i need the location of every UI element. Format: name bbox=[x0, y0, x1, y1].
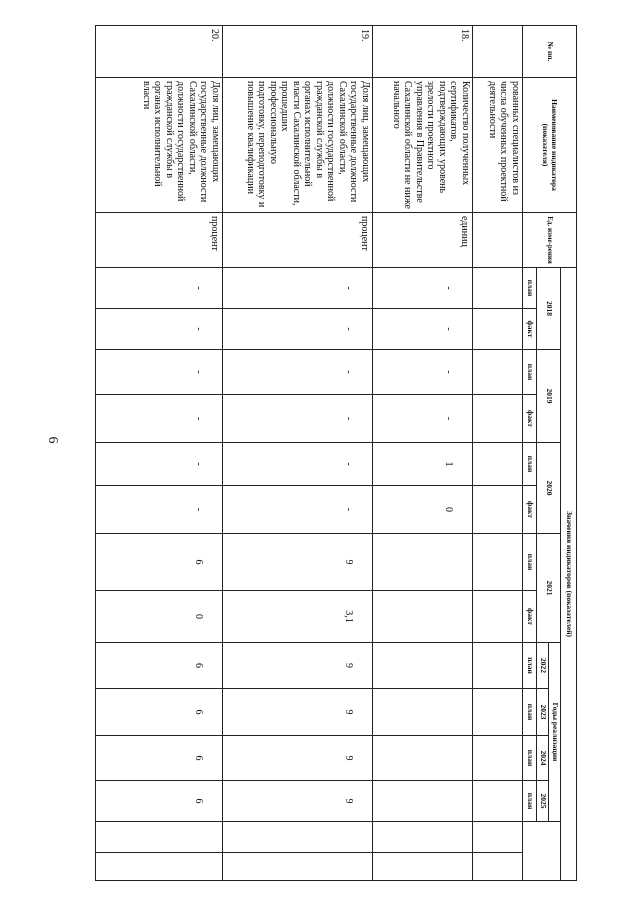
row-number: 19. bbox=[223, 26, 373, 78]
value-cell: 1 bbox=[373, 443, 473, 486]
header-year-2019: 2019 bbox=[537, 350, 561, 443]
header-year-2021: 2021 bbox=[537, 534, 561, 643]
value-cell bbox=[96, 822, 223, 853]
value-cell bbox=[96, 853, 223, 881]
indicator-name: рованных специалистов из числа обученных проектной деятельности bbox=[473, 78, 523, 213]
value-cell: - bbox=[96, 268, 223, 309]
value-cell: 6 bbox=[96, 736, 223, 781]
header-year-2018: 2018 bbox=[537, 268, 561, 350]
header-plan: план bbox=[523, 350, 537, 395]
value-cell: - bbox=[96, 350, 223, 395]
value-cell: - bbox=[373, 309, 473, 350]
indicator-name: Количество полученных сертификатов, подтверждающих уровень зрелости проектного управления в Правительстве Сахалинской области не ниже начального bbox=[373, 78, 473, 213]
value-cell: 9 bbox=[223, 689, 373, 736]
indicators-table bbox=[95, 25, 577, 881]
value-cell: 9 bbox=[223, 736, 373, 781]
value-cell bbox=[473, 443, 523, 486]
value-cell: - bbox=[373, 268, 473, 309]
value-cell: 6 bbox=[96, 643, 223, 689]
value-cell bbox=[473, 268, 523, 309]
value-cell bbox=[473, 591, 523, 643]
value-cell: - bbox=[373, 350, 473, 395]
table-row bbox=[373, 26, 473, 881]
indicator-name: Доля лиц, замещающих государственные должности Сахалинской области, должности государственной гражданской службы в органах исполнительной власти Сахалинской области, прошедших профессиональную подготовку, переподготовку и повышение квалификации bbox=[223, 78, 373, 213]
value-cell bbox=[373, 591, 473, 643]
header-year-2020: 2020 bbox=[537, 443, 561, 534]
value-cell bbox=[373, 781, 473, 822]
value-cell bbox=[373, 853, 473, 881]
header-plan: план bbox=[523, 781, 537, 822]
unit-of-measure: единиц bbox=[373, 213, 473, 268]
value-cell bbox=[473, 534, 523, 591]
value-cell bbox=[223, 853, 373, 881]
value-cell: 6 bbox=[96, 689, 223, 736]
rotated-table-container bbox=[95, 25, 577, 821]
header-fact: факт bbox=[523, 486, 537, 534]
header-name: Наименование индикатора (показателя) bbox=[523, 78, 577, 213]
header-plan: план bbox=[523, 643, 537, 689]
header-fact: факт bbox=[523, 309, 537, 350]
value-cell: 9 bbox=[223, 643, 373, 689]
value-cell bbox=[473, 350, 523, 395]
header-blank bbox=[523, 822, 561, 881]
value-cell bbox=[373, 822, 473, 853]
value-cell bbox=[473, 309, 523, 350]
value-cell: - bbox=[96, 309, 223, 350]
indicator-name: Доля лиц, замещающих государственные должности Сахалинской области, должности государственной гражданской службы в органах исполнительной власти bbox=[96, 78, 223, 213]
unit-of-measure: процент bbox=[96, 213, 223, 268]
value-cell: 0 bbox=[373, 486, 473, 534]
header-plan: план bbox=[523, 268, 537, 309]
page-number: 6 bbox=[45, 436, 60, 444]
value-cell bbox=[473, 486, 523, 534]
header-year-2025: 2025 bbox=[537, 781, 549, 822]
value-cell bbox=[473, 822, 523, 853]
value-cell: 9 bbox=[223, 534, 373, 591]
value-cell: - bbox=[96, 486, 223, 534]
header-plan: план bbox=[523, 689, 537, 736]
unit-of-measure bbox=[473, 213, 523, 268]
value-cell bbox=[373, 534, 473, 591]
value-cell: - bbox=[96, 395, 223, 443]
table-row bbox=[223, 26, 373, 881]
value-cell: - bbox=[223, 486, 373, 534]
value-cell: - bbox=[96, 443, 223, 486]
value-cell bbox=[373, 643, 473, 689]
value-cell bbox=[473, 853, 523, 881]
header-fact: факт bbox=[523, 591, 537, 643]
header-year-2022: 2022 bbox=[537, 643, 549, 689]
value-cell bbox=[473, 781, 523, 822]
value-cell bbox=[473, 643, 523, 689]
value-cell: - bbox=[223, 268, 373, 309]
table-row bbox=[473, 26, 523, 881]
header-plan: план bbox=[523, 443, 537, 486]
value-cell: - bbox=[223, 309, 373, 350]
header-num: № пп. bbox=[523, 26, 577, 78]
value-cell: 0 bbox=[96, 591, 223, 643]
value-cell bbox=[373, 689, 473, 736]
value-cell: 6 bbox=[96, 534, 223, 591]
unit-of-measure: процент bbox=[223, 213, 373, 268]
value-cell: - bbox=[223, 443, 373, 486]
row-number bbox=[473, 26, 523, 78]
value-cell bbox=[373, 736, 473, 781]
header-plan: план bbox=[523, 534, 537, 591]
value-cell: 6 bbox=[96, 781, 223, 822]
header-year-2023: 2023 bbox=[537, 689, 549, 736]
row-number: 18. bbox=[373, 26, 473, 78]
value-cell bbox=[473, 689, 523, 736]
header-years-group: Годы реализации bbox=[549, 643, 561, 822]
header-values-group: Значения индикаторов (показателей) bbox=[561, 268, 577, 881]
value-cell bbox=[223, 822, 373, 853]
row-number: 20. bbox=[96, 26, 223, 78]
value-cell: 3,1 bbox=[223, 591, 373, 643]
table-row bbox=[96, 26, 223, 881]
value-cell: - bbox=[223, 350, 373, 395]
header-plan: план bbox=[523, 736, 537, 781]
header-fact: факт bbox=[523, 395, 537, 443]
value-cell: - bbox=[373, 395, 473, 443]
value-cell bbox=[473, 736, 523, 781]
header-unit: Ед. изме-рения bbox=[523, 213, 577, 268]
value-cell: 9 bbox=[223, 781, 373, 822]
value-cell: - bbox=[223, 395, 373, 443]
value-cell bbox=[473, 395, 523, 443]
header-year-2024: 2024 bbox=[537, 736, 549, 781]
